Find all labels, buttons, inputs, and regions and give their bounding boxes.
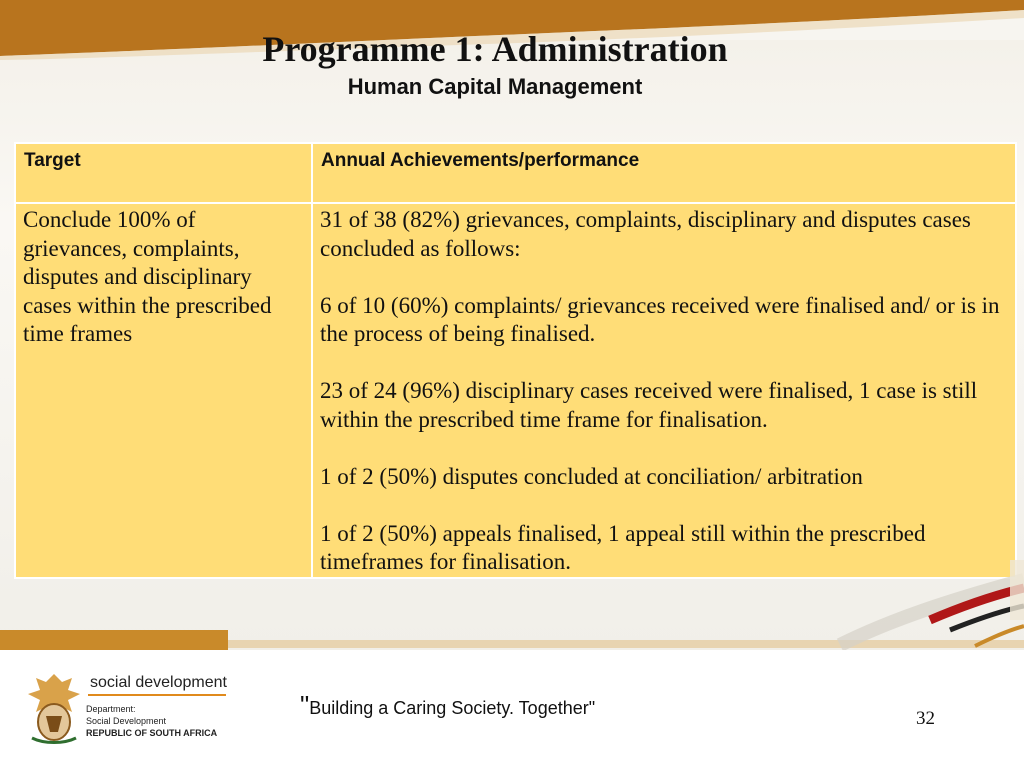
page-subtitle: Human Capital Management — [347, 74, 643, 99]
page-title: Programme 1: Administration — [262, 29, 728, 69]
page-number: 32 — [916, 708, 935, 729]
slogan-text: Building a Caring Society. Together" — [309, 698, 596, 718]
table-row — [15, 203, 1016, 578]
achievement-appeals: 1 of 2 (50%) appeals finalised, 1 appeal still within the prescribed timeframes for finalisation. — [320, 520, 926, 574]
column-header-achievements: Annual Achievements/performance — [312, 143, 1016, 203]
logo-line-2: Social Development — [86, 716, 167, 726]
logo-line-3: REPUBLIC OF SOUTH AFRICA — [86, 728, 218, 738]
bottom-accent-bar — [0, 630, 228, 650]
beadwork-decoration — [800, 560, 1024, 650]
logo-rule — [88, 694, 226, 696]
footer-slogan — [300, 690, 595, 721]
column-header-target: Target — [15, 143, 312, 203]
achievement-summary: 31 of 38 (82%) grievances, complaints, disciplinary and disputes cases concluded as follows: — [320, 207, 971, 261]
table-header-row — [15, 143, 1016, 203]
slogan-open-quote: " — [300, 690, 310, 720]
logo-wordmark: social development — [90, 674, 227, 691]
achievements-table — [14, 142, 1017, 579]
logo-line-1: Department: — [86, 704, 136, 714]
target-text: Conclude 100% of grievances, complaints, disputes and disciplinary cases within the prescribed time frames — [23, 207, 272, 346]
achievement-complaints: 6 of 10 (60%) complaints/ grievances received were finalised and/ or is in the process of being finalised. — [320, 292, 1000, 346]
achievement-disciplinary: 23 of 24 (96%) disciplinary cases received were finalised, 1 case is still within the prescribed time frame for finalisation. — [320, 378, 978, 432]
achievement-disputes: 1 of 2 (50%) disputes concluded at conciliation/ arbitration — [320, 463, 863, 489]
target-cell — [15, 203, 312, 578]
achievements-cell — [312, 203, 1016, 578]
